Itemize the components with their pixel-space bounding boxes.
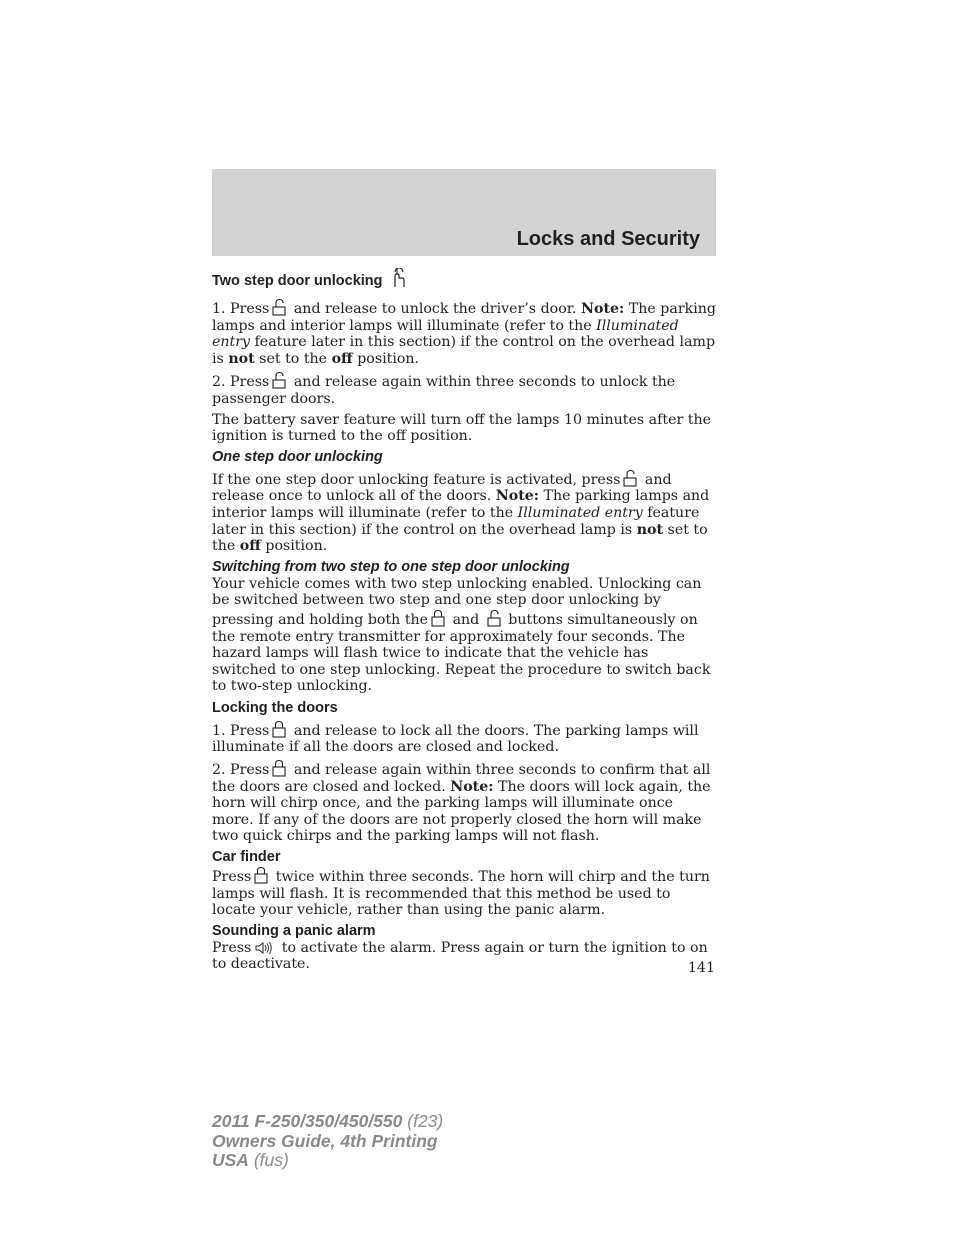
heading-two-step: Two step door unlocking (212, 268, 716, 290)
document-footer (212, 1112, 443, 1171)
one-step-text: If the one step door unlocking feature is activated, press and release once to unlock all of the doors. Note: The parking lamps and interior lamps will illuminate (refer to the Illuminated entry feature later in this section) if the control on the overhead lamp is not set to the off position. (212, 469, 716, 555)
heading-car-finder: Car finder (212, 849, 281, 866)
page-content (212, 268, 716, 973)
section-header-band (212, 169, 716, 256)
footer-region-line: USA (fus) (212, 1150, 289, 1170)
heading-one-step: One step door unlocking (212, 448, 383, 465)
unlock-icon (623, 469, 637, 487)
footer-model-line: 2011 F-250/350/450/550 (f23) (212, 1111, 444, 1131)
unlock-icon (487, 609, 501, 627)
lock-icon (272, 720, 286, 738)
page-number: 141 (687, 960, 715, 976)
section-title: Locks and Security (516, 228, 700, 250)
locking-step1: 1. Press and release to lock all the doors. The parking lamps will illuminate if all the doors are closed and locked. (212, 720, 716, 756)
lock-icon (431, 609, 445, 627)
car-finder-text: Press twice within three seconds. The horn will chirp and the turn lamps will flash. It is recommended that this method be used to locate your vehicle, rather than using the panic alarm. (212, 866, 716, 919)
lock-icon (272, 759, 286, 777)
footer-guide-line: Owners Guide, 4th Printing (212, 1130, 438, 1151)
panic-horn-icon (254, 941, 274, 955)
panic-alarm-text: Press to activate the alarm. Press again or turn the ignition to on to deactivate. (212, 939, 708, 973)
lock-icon (254, 866, 268, 884)
heading-switching: Switching from two step to one step door unlocking (212, 558, 570, 575)
hand-press-icon (390, 268, 406, 288)
two-step-step2: 2. Press and release again within three seconds to unlock the passenger doors. (212, 371, 716, 407)
unlock-icon (272, 298, 286, 316)
unlock-icon (272, 371, 286, 389)
switching-text: Your vehicle comes with two step unlocking enabled. Unlocking can be switched between two step and one step door unlocking by pressing and holding both the and buttons simultaneously on the remote entry transmitter for approximately four seconds. The hazard lamps will flash twice to indicate that the vehicle has switched to one step unlocking. Repeat the procedure to switch back to two-step unlocking. (212, 575, 711, 695)
two-step-step1: 1. Press and release to unlock the driver’s door. Note: The parking lamps and interior lamps will illuminate (refer to the Illuminated entry feature later in this section) if the control on the overhead lamp is not set to the off position. (212, 298, 716, 367)
locking-step2: 2. Press and release again within three seconds to confirm that all the doors are closed and locked. Note: The doors will lock again, the horn will chirp once, and the parking lamps will illuminate once more. If any of the doors are not properly closed the horn will make two quick chirps and the parking lamps will not flash. (212, 759, 716, 845)
battery-saver-text: The battery saver feature will turn off the lamps 10 minutes after the ignition is turned to the off position. (212, 411, 712, 445)
heading-panic-alarm: Sounding a panic alarm (212, 922, 376, 939)
heading-locking: Locking the doors (212, 699, 338, 716)
